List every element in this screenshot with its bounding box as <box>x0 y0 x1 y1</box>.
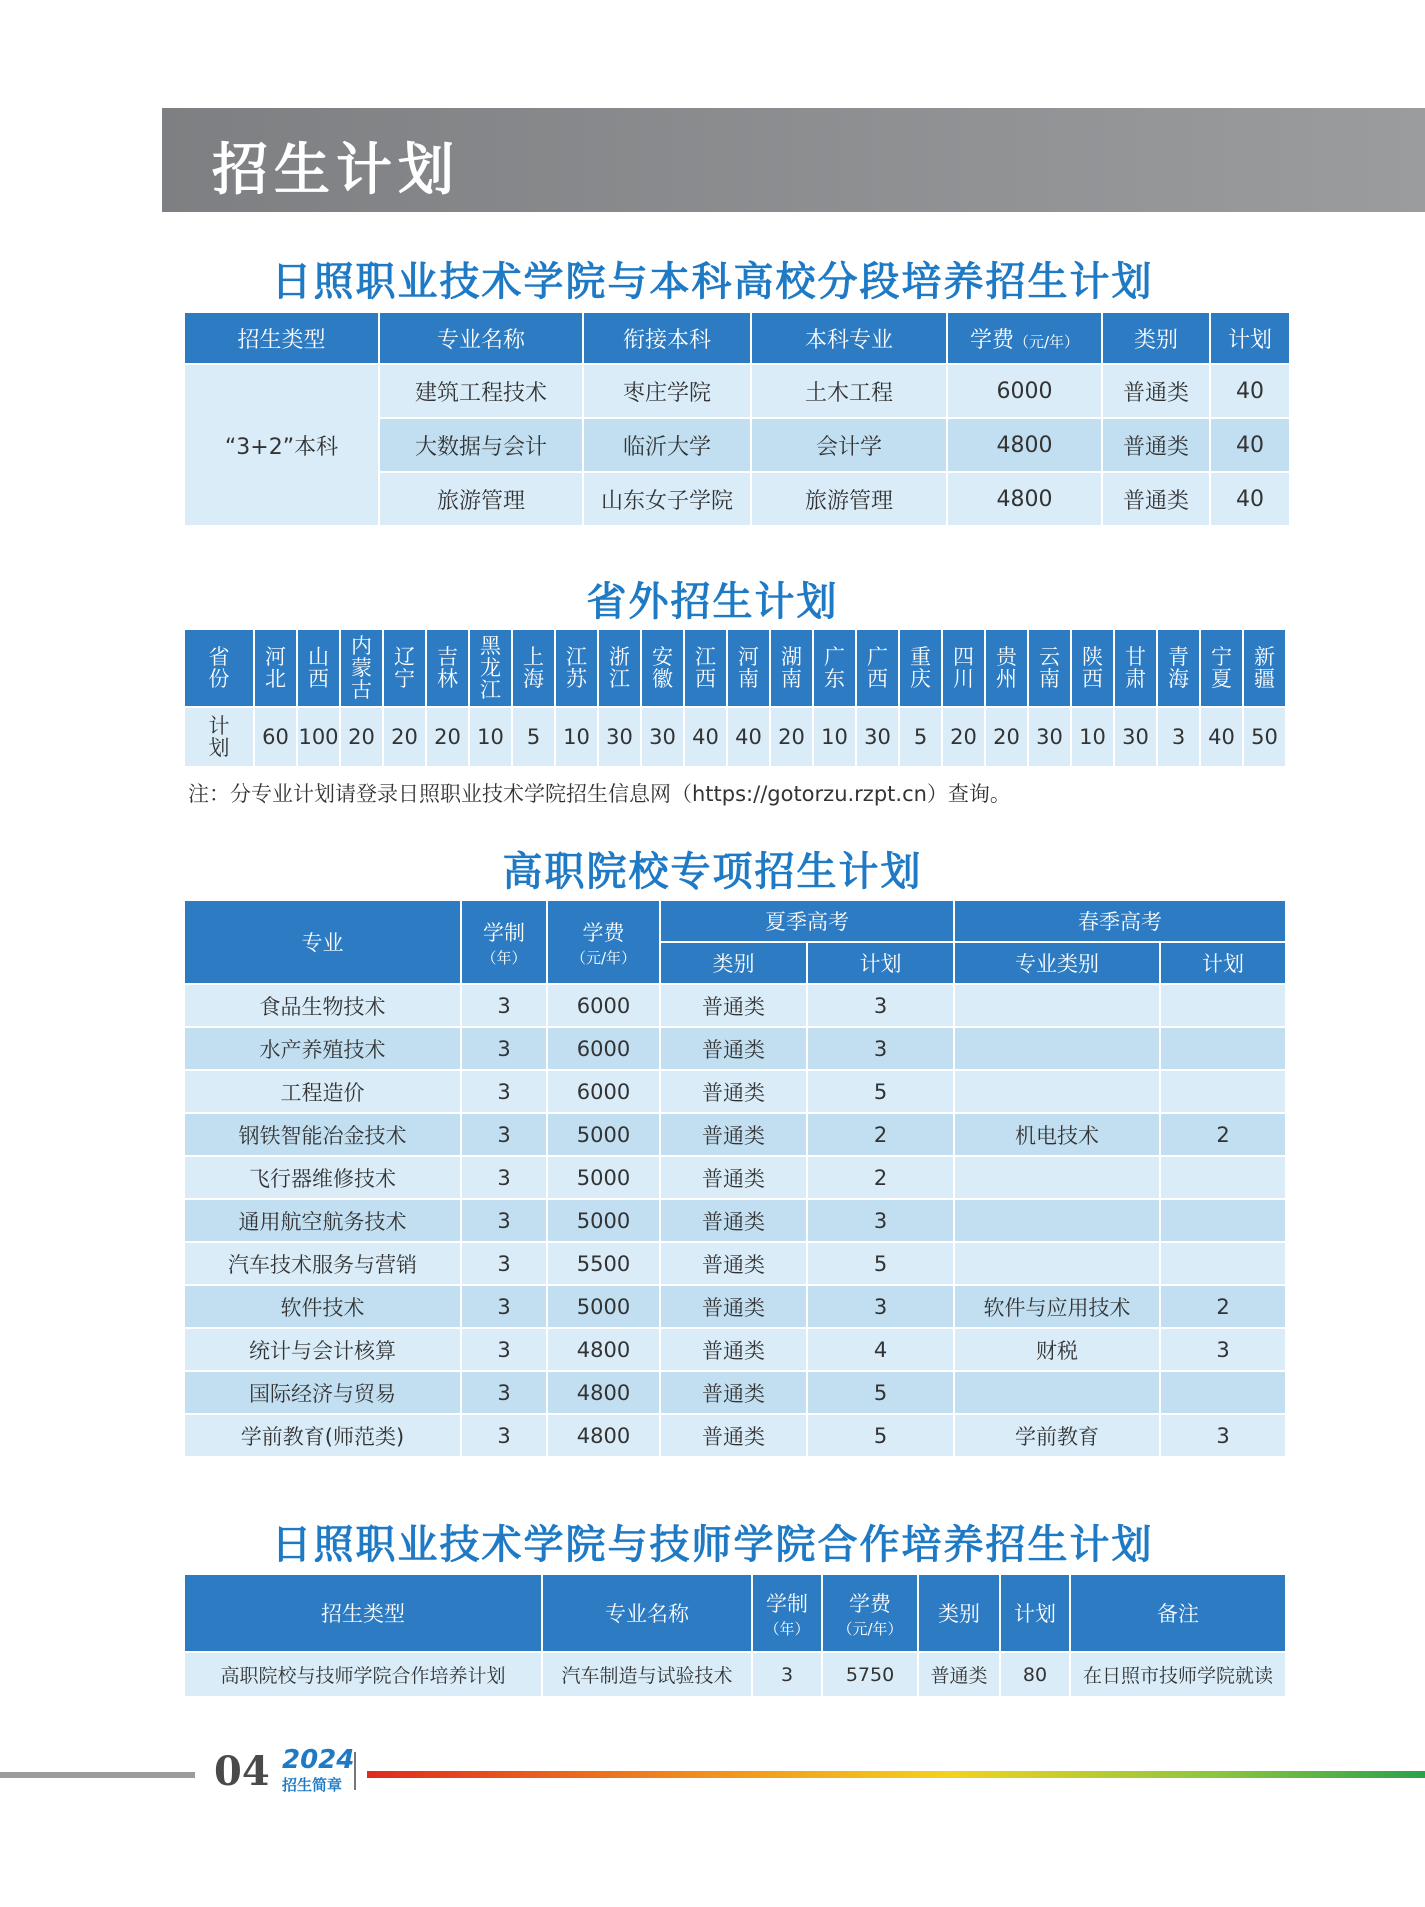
out-of-province-table <box>183 628 1287 768</box>
header-summer-category: 类别 <box>661 943 806 983</box>
province-plan-cell: 30 <box>857 708 898 766</box>
province-plan-cell: 20 <box>986 708 1027 766</box>
section4-title: 日照职业技术学院与技师学院合作培养招生计划 <box>271 1522 1154 1568</box>
footer-line-left <box>0 1772 195 1778</box>
cell-spring-category <box>955 1243 1159 1284</box>
cell-major: 统计与会计核算 <box>185 1329 460 1370</box>
table-row <box>185 1071 1285 1112</box>
cell-summer-plan: 5 <box>808 1372 953 1413</box>
cell-partner: 枣庄学院 <box>584 365 750 417</box>
cell-summer-category: 普通类 <box>661 1372 806 1413</box>
header-plan: 计划 <box>1211 313 1289 363</box>
cell-plan: 40 <box>1211 473 1289 525</box>
cell-spring-plan <box>1161 1028 1285 1069</box>
table-row <box>185 1415 1285 1456</box>
cell-major: 旅游管理 <box>380 473 582 525</box>
cell-major: 汽车技术服务与营销 <box>185 1243 460 1284</box>
cell-fee: 4800 <box>948 419 1101 471</box>
cell-years: 3 <box>462 1329 546 1370</box>
footer-gradient-line <box>367 1771 1425 1778</box>
header-spring-category: 专业类别 <box>955 943 1159 983</box>
province-plan-cell: 3 <box>1158 708 1199 766</box>
cell-summer-plan: 2 <box>808 1157 953 1198</box>
cell-category: 普通类 <box>1103 419 1209 471</box>
header-type: 招生类型 <box>185 1575 541 1651</box>
cell-major: 飞行器维修技术 <box>185 1157 460 1198</box>
province-cell: 浙 江 <box>599 630 640 706</box>
province-plan-cell: 20 <box>341 708 382 766</box>
cell-years: 3 <box>462 1372 546 1413</box>
cell-summer-category: 普通类 <box>661 1329 806 1370</box>
cell-plan: 80 <box>1001 1653 1069 1696</box>
section3-title: 高职院校专项招生计划 <box>502 849 923 895</box>
province-cell: 陕 西 <box>1072 630 1113 706</box>
province-cell: 河 南 <box>728 630 769 706</box>
cell-years: 3 <box>462 1243 546 1284</box>
cell-remark: 在日照市技师学院就读 <box>1071 1653 1285 1696</box>
province-plan-cell: 30 <box>599 708 640 766</box>
table-row <box>185 1653 1285 1696</box>
header-years-unit: （年） <box>764 1619 810 1638</box>
cell-summer-plan: 5 <box>808 1415 953 1456</box>
cell-summer-category: 普通类 <box>661 1286 806 1327</box>
header-fee-label: 学费 <box>849 1591 891 1616</box>
cell-years: 3 <box>462 1286 546 1327</box>
cell-summer-category: 普通类 <box>661 1071 806 1112</box>
header-spring-plan: 计划 <box>1161 943 1285 983</box>
province-cell: 青 海 <box>1158 630 1199 706</box>
footer-subtitle: 招生简章 <box>282 1776 343 1794</box>
province-cell: 安 徽 <box>642 630 683 706</box>
province-cell: 云 南 <box>1029 630 1070 706</box>
province-cell: 四 川 <box>943 630 984 706</box>
cell-major: 学前教育(师范类) <box>185 1415 460 1456</box>
cell-summer-plan: 2 <box>808 1114 953 1155</box>
table-row <box>185 985 1285 1026</box>
header-summer-plan: 计划 <box>808 943 953 983</box>
cell-spring-plan: 3 <box>1161 1415 1285 1456</box>
cell-spring-plan <box>1161 1243 1285 1284</box>
cell-years: 3 <box>462 985 546 1026</box>
province-plan-cell: 5 <box>513 708 554 766</box>
cell-major: 软件技术 <box>185 1286 460 1327</box>
province-plan-cell: 100 <box>298 708 339 766</box>
cell-summer-category: 普通类 <box>661 1157 806 1198</box>
table-row <box>185 365 1289 417</box>
cell-major: 钢铁智能冶金技术 <box>185 1114 460 1155</box>
cell-bachelor-major: 土木工程 <box>752 365 946 417</box>
province-cell: 黑 龙 江 <box>470 630 511 706</box>
cell-spring-category <box>955 1200 1159 1241</box>
province-cell: 上 海 <box>513 630 554 706</box>
cell-spring-plan <box>1161 1200 1285 1241</box>
province-plan-cell: 20 <box>771 708 812 766</box>
table-row <box>185 1329 1285 1370</box>
header-years-unit: （年） <box>481 948 527 967</box>
table-row <box>185 1200 1285 1241</box>
table-header-row <box>185 901 1285 941</box>
header-fee-label: 学费 <box>582 920 625 945</box>
section2-title: 省外招生计划 <box>586 579 839 625</box>
header-bachelor-major: 本科专业 <box>752 313 946 363</box>
province-plan-cell: 10 <box>814 708 855 766</box>
cell-major: 工程造价 <box>185 1071 460 1112</box>
cell-years: 3 <box>753 1653 821 1696</box>
province-cell: 江 西 <box>685 630 726 706</box>
cell-partner: 临沂大学 <box>584 419 750 471</box>
cell-years: 3 <box>462 1028 546 1069</box>
cell-partner: 山东女子学院 <box>584 473 750 525</box>
cell-spring-plan: 3 <box>1161 1329 1285 1370</box>
province-plan-cell: 30 <box>1029 708 1070 766</box>
footer-year: 2024 <box>282 1745 355 1775</box>
cell-spring-category: 学前教育 <box>955 1415 1159 1456</box>
province-plan-cell: 40 <box>685 708 726 766</box>
cell-major: 汽车制造与试验技术 <box>543 1653 751 1696</box>
cell-spring-category: 财税 <box>955 1329 1159 1370</box>
cell-spring-category: 机电技术 <box>955 1114 1159 1155</box>
header-category: 类别 <box>919 1575 999 1651</box>
header-fee <box>948 313 1101 363</box>
header-spring: 春季高考 <box>955 901 1285 941</box>
cell-summer-category: 普通类 <box>661 1243 806 1284</box>
cell-summer-plan: 4 <box>808 1329 953 1370</box>
cell-plan: 40 <box>1211 365 1289 417</box>
province-plan-cell: 5 <box>900 708 941 766</box>
header-fee <box>823 1575 917 1651</box>
segmented-training-table <box>183 311 1291 527</box>
province-cell: 山 西 <box>298 630 339 706</box>
header-partner: 衔接本科 <box>584 313 750 363</box>
cell-spring-category: 软件与应用技术 <box>955 1286 1159 1327</box>
cell-major: 国际经济与贸易 <box>185 1372 460 1413</box>
header-summer: 夏季高考 <box>661 901 953 941</box>
cell-major: 食品生物技术 <box>185 985 460 1026</box>
province-plan-cell: 30 <box>1115 708 1156 766</box>
table-header-row <box>185 1575 1285 1651</box>
cell-summer-plan: 3 <box>808 985 953 1026</box>
cell-spring-plan <box>1161 1157 1285 1198</box>
header-major: 专业名称 <box>543 1575 751 1651</box>
header-years <box>753 1575 821 1651</box>
cell-spring-plan: 2 <box>1161 1114 1285 1155</box>
cell-type: 高职院校与技师学院合作培养计划 <box>185 1653 541 1696</box>
header-category: 类别 <box>1103 313 1209 363</box>
page-number: 04 <box>214 1748 270 1795</box>
header-fee-unit: （元/年） <box>837 1619 903 1638</box>
cell-years: 3 <box>462 1114 546 1155</box>
cell-fee: 6000 <box>548 1028 659 1069</box>
cell-major: 大数据与会计 <box>380 419 582 471</box>
header-fee <box>548 901 659 983</box>
header-plan: 计划 <box>1001 1575 1069 1651</box>
header-fee-unit: （元/年） <box>1013 332 1080 351</box>
header-years-label: 学制 <box>766 1591 808 1616</box>
cell-summer-plan: 5 <box>808 1071 953 1112</box>
plan-row <box>185 708 1285 766</box>
cell-spring-plan <box>1161 985 1285 1026</box>
cell-fee: 5500 <box>548 1243 659 1284</box>
cell-major: 通用航空航务技术 <box>185 1200 460 1241</box>
cell-years: 3 <box>462 1157 546 1198</box>
province-cell: 河 北 <box>255 630 296 706</box>
cell-fee: 5000 <box>548 1200 659 1241</box>
province-row <box>185 630 1285 706</box>
cell-fee: 4800 <box>548 1329 659 1370</box>
banner-title: 招生计划 <box>212 137 460 203</box>
cell-spring-plan <box>1161 1372 1285 1413</box>
province-plan-cell: 30 <box>642 708 683 766</box>
cell-spring-category <box>955 1071 1159 1112</box>
header-major: 专业名称 <box>380 313 582 363</box>
cell-fee: 5750 <box>823 1653 917 1696</box>
province-cell: 吉 林 <box>427 630 468 706</box>
cell-plan: 40 <box>1211 419 1289 471</box>
header-fee-unit: （元/年） <box>570 948 637 967</box>
province-plan-cell: 60 <box>255 708 296 766</box>
cell-fee: 4800 <box>548 1372 659 1413</box>
header-years-label: 学制 <box>483 920 525 945</box>
header-major: 专业 <box>185 901 460 983</box>
header-type: 招生类型 <box>185 313 378 363</box>
province-cell: 内 蒙 古 <box>341 630 382 706</box>
cell-major: 水产养殖技术 <box>185 1028 460 1069</box>
province-plan-cell: 40 <box>728 708 769 766</box>
province-plan-cell: 20 <box>427 708 468 766</box>
header-fee-label: 学费 <box>969 327 1014 353</box>
province-plan-cell: 20 <box>384 708 425 766</box>
cell-summer-category: 普通类 <box>661 1200 806 1241</box>
cell-years: 3 <box>462 1415 546 1456</box>
cell-bachelor-major: 旅游管理 <box>752 473 946 525</box>
province-cell: 广 西 <box>857 630 898 706</box>
province-cell: 新 疆 <box>1244 630 1285 706</box>
header-years <box>462 901 546 983</box>
province-cell: 湖 南 <box>771 630 812 706</box>
table-row <box>185 1372 1285 1413</box>
cell-years: 3 <box>462 1200 546 1241</box>
province-plan-cell: 10 <box>556 708 597 766</box>
plan-row-label: 计 划 <box>185 708 253 766</box>
url-note: 注：分专业计划请登录日照职业技术学院招生信息网（https://gotorzu.rzpt.cn）查询。 <box>188 782 1011 806</box>
page-banner <box>162 108 1425 212</box>
cell-spring-plan <box>1161 1071 1285 1112</box>
table-row <box>185 1157 1285 1198</box>
special-enrollment-table <box>183 899 1287 1458</box>
header-remark: 备注 <box>1071 1575 1285 1651</box>
cell-summer-category: 普通类 <box>661 1415 806 1456</box>
province-cell: 宁 夏 <box>1201 630 1242 706</box>
province-cell: 贵 州 <box>986 630 1027 706</box>
cell-fee: 4800 <box>948 473 1101 525</box>
cell-summer-plan: 3 <box>808 1200 953 1241</box>
cell-fee: 6000 <box>948 365 1101 417</box>
table-row <box>185 1286 1285 1327</box>
cell-spring-plan: 2 <box>1161 1286 1285 1327</box>
cell-spring-category <box>955 1028 1159 1069</box>
cell-fee: 6000 <box>548 1071 659 1112</box>
table-row <box>185 1243 1285 1284</box>
cell-summer-plan: 3 <box>808 1286 953 1327</box>
cell-category: 普通类 <box>1103 473 1209 525</box>
cell-major: 建筑工程技术 <box>380 365 582 417</box>
cell-summer-plan: 5 <box>808 1243 953 1284</box>
cell-fee: 5000 <box>548 1157 659 1198</box>
table-header-row <box>185 313 1289 363</box>
cell-spring-category <box>955 985 1159 1026</box>
province-plan-cell: 40 <box>1201 708 1242 766</box>
province-plan-cell: 50 <box>1244 708 1285 766</box>
footer-separator <box>354 1752 356 1790</box>
province-cell: 辽 宁 <box>384 630 425 706</box>
cell-fee: 6000 <box>548 985 659 1026</box>
province-plan-cell: 10 <box>1072 708 1113 766</box>
merged-type-cell: “3+2”本科 <box>185 365 378 525</box>
province-cell: 重 庆 <box>900 630 941 706</box>
section1-title: 日照职业技术学院与本科高校分段培养招生计划 <box>271 259 1154 305</box>
cell-spring-category <box>955 1372 1159 1413</box>
province-row-label: 省 份 <box>185 630 253 706</box>
cell-category: 普通类 <box>919 1653 999 1696</box>
cell-summer-category: 普通类 <box>661 1028 806 1069</box>
province-cell: 广 东 <box>814 630 855 706</box>
province-cell: 甘 肃 <box>1115 630 1156 706</box>
cell-summer-category: 普通类 <box>661 1114 806 1155</box>
cell-fee: 4800 <box>548 1415 659 1456</box>
table-row <box>185 1028 1285 1069</box>
province-plan-cell: 20 <box>943 708 984 766</box>
cell-category: 普通类 <box>1103 365 1209 417</box>
table-row <box>185 1114 1285 1155</box>
cell-summer-plan: 3 <box>808 1028 953 1069</box>
cell-fee: 5000 <box>548 1114 659 1155</box>
cell-spring-category <box>955 1157 1159 1198</box>
technician-cooperation-table <box>183 1573 1287 1698</box>
cell-summer-category: 普通类 <box>661 985 806 1026</box>
cell-years: 3 <box>462 1071 546 1112</box>
cell-bachelor-major: 会计学 <box>752 419 946 471</box>
cell-fee: 5000 <box>548 1286 659 1327</box>
province-plan-cell: 10 <box>470 708 511 766</box>
province-cell: 江 苏 <box>556 630 597 706</box>
